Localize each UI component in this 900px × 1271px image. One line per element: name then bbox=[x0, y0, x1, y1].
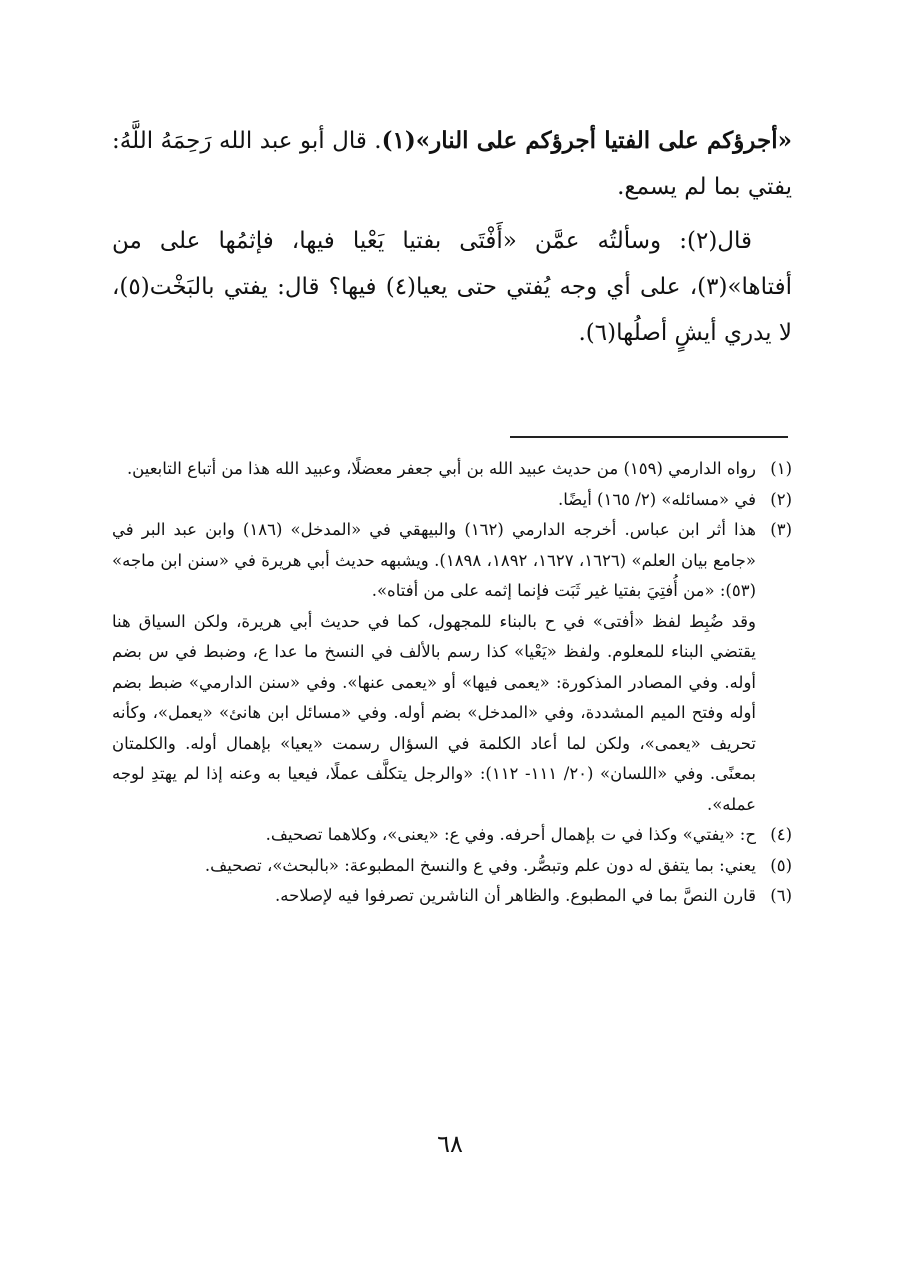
footnote-2 bbox=[112, 485, 792, 516]
footnote-text: ح: «يفتي» وكذا في ت بإهمال أحرفه. وفي ع: «يعنى»، وكلاهما تصحيف. bbox=[265, 825, 756, 844]
footnote-4 bbox=[112, 820, 792, 851]
footnote-text: هذا أثر ابن عباس. أخرجه الدارمي (١٦٢) والبيهقي في «المدخل» (١٨٦) وابن عبد البر في «جامع بيان العلم» (١٦٢٦، ١٦٢٧، ١٨٩٢، ١٨٩٨). ويشبهه حديث أبي هريرة في «سنن ابن ماجه» (٥٣): «من أُفتِيَ بفتيا غير ثَبَت فإنما إثمه على من أفتاه». bbox=[112, 520, 756, 600]
footnote-6 bbox=[112, 881, 792, 912]
page-number: ٦٨ bbox=[437, 1130, 463, 1158]
footnote-text: يعني: بما يتفق له دون علم وتبصُّر. وفي ع والنسخ المطبوعة: «بالبحث»، تصحيف. bbox=[204, 855, 756, 875]
footnote-body bbox=[112, 851, 756, 882]
footnote-text: في «مسائله» (٢/ ١٦٥) أيضًا. bbox=[558, 489, 756, 509]
footnote-number: (٣) bbox=[770, 520, 792, 539]
footnote-3 bbox=[112, 515, 792, 820]
main-text bbox=[112, 118, 792, 364]
footnote-number: (٦) bbox=[770, 886, 792, 905]
footnote-body bbox=[112, 515, 756, 820]
footnote-number: (٢) bbox=[770, 489, 792, 509]
footnote-divider bbox=[510, 436, 788, 438]
footnote-5 bbox=[112, 851, 792, 882]
footnote-body bbox=[112, 485, 756, 516]
main-paragraph-1 bbox=[112, 118, 792, 210]
footnote-number: (٤) bbox=[770, 825, 792, 844]
footnote-body bbox=[112, 820, 756, 851]
footnote-number: (٥) bbox=[770, 855, 792, 875]
footnote-body bbox=[112, 454, 756, 485]
footnotes bbox=[112, 454, 792, 912]
footnote-text: قارن النصَّ بما في المطبوع. والظاهر أن الناشرين تصرفوا فيه لإصلاحه. bbox=[275, 886, 756, 905]
footnote-1 bbox=[112, 454, 792, 485]
footnote-number: (١) bbox=[770, 459, 792, 478]
hadith-quote: «أجرؤكم على الفتيا أجرؤكم على النار»(١) bbox=[381, 127, 792, 154]
footnote-body bbox=[112, 881, 756, 912]
paragraph-1-rest: . قال أبو عبد الله رَحِمَهُ اللَّهُ: يفتي بما لم يسمع. bbox=[112, 128, 792, 200]
footnote-text: رواه الدارمي (١٥٩) من حديث عبيد الله بن أبي جعفر معضلًا، وعبيد الله هذا من أتباع التابعين. bbox=[126, 459, 756, 478]
footnote-text-continued: وقد ضُبِط لفظ «أفتى» في ح بالبناء للمجهول، كما في حديث أبي هريرة، ولكن السياق هنا يقتضي البناء للمعلوم. ولفظ «يَعْيا» كذا رسم بالألف في النسخ ما عدا ع، وضبط في س بضم أوله. وفي المصادر المذكورة: «يعمى فيها» أو «يعمى عنها». وفي «سنن الدارمي» ضبط بضم أوله وفتح الميم المشددة، وفي «المدخل» بضم أوله. وفي «مسائل ابن هانئ» «يعمل»، وكأنه تحريف «يعمى»، ولكن لما أعاد الكلمة في السؤال رسمت «يعيا» بإهمال أوله. والكلمتان بمعنًى. وفي «اللسان» (٢٠/ ١١١- ١١٢): «والرجل يتكلَّف عملًا، فيعيا به وعنه إذا لم يهتدِ لوجه عمله». bbox=[112, 611, 756, 814]
main-paragraph-2: قال(٢): وسألتُه عمَّن «أَفْتَى بفتيا يَعْيا فيها، فإثمُها على من أفتاها»(٣)، على أي وجه يُفتي حتى يعيا(٤) فيها؟ قال: يفتي بالبَخْت(٥)، لا يدري أيشٍ أصلُها(٦). bbox=[112, 228, 792, 346]
